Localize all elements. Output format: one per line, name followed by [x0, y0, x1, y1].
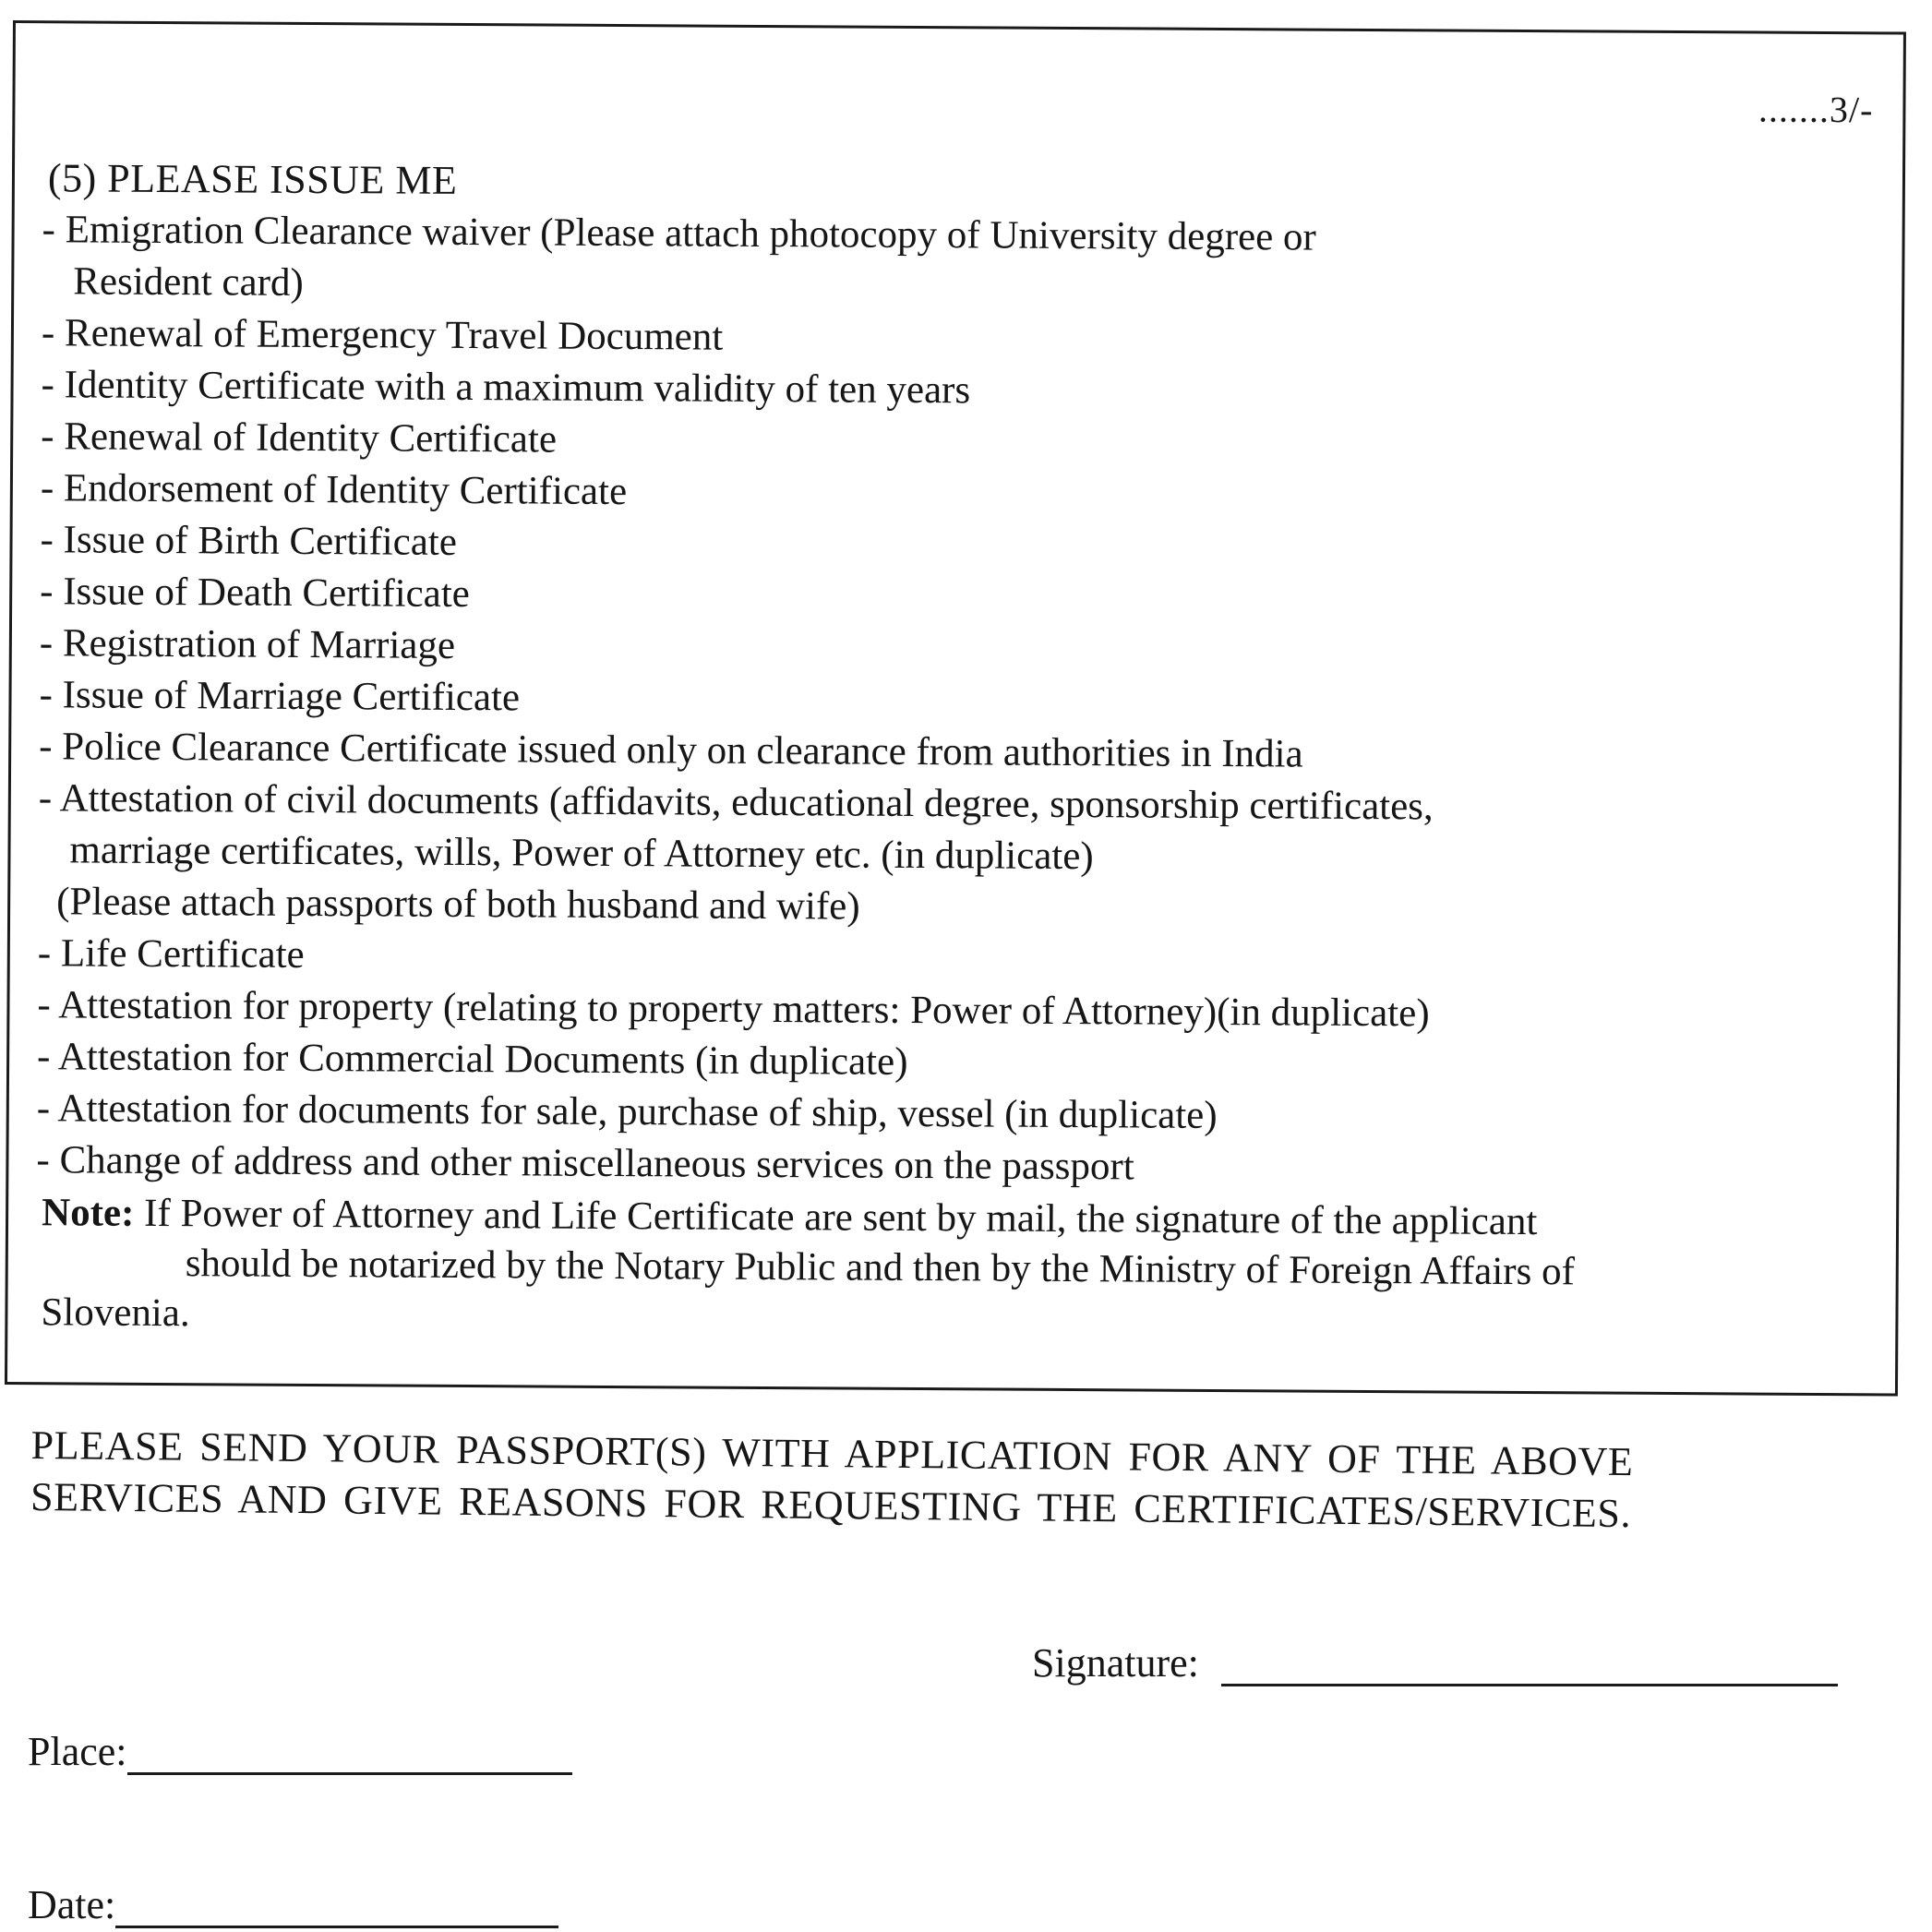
services-box	[5, 20, 1906, 1397]
note-line-1: If Power of Attorney and Life Certificate are sent by mail, the signature of the applicant	[143, 1191, 1538, 1244]
passport-notice	[30, 1420, 1878, 1542]
place-line[interactable]	[127, 1735, 572, 1775]
service-item-emigration-clearance: - Emigration Clearance waiver (Please attach photocopy of University degree or Resident card)	[42, 208, 1316, 305]
section-heading: (5) PLEASE ISSUE ME	[47, 155, 458, 203]
notice-line-1: PLEASE SEND YOUR PASSPORT(S) WITH APPLICATION FOR ANY OF THE ABOVE	[30, 1422, 1634, 1485]
service-item-life-certificate: - Life Certificate	[37, 931, 305, 977]
service-item-renewal-identity-certificate: - Renewal of Identity Certificate	[41, 414, 558, 462]
note-paragraph	[41, 1188, 1888, 1349]
service-item-change-of-address: - Change of address and other miscellaneous services on the passport	[36, 1138, 1134, 1189]
service-item-birth-certificate: - Issue of Birth Certificate	[40, 518, 458, 564]
service-item-registration-of-marriage: - Registration of Marriage	[39, 621, 456, 667]
place-field[interactable]	[28, 1728, 572, 1775]
date-label: Date:	[28, 1882, 116, 1927]
signature-field[interactable]	[1032, 1639, 1838, 1686]
note-label: Note:	[41, 1191, 135, 1235]
date-field[interactable]	[28, 1881, 558, 1928]
place-label: Place:	[28, 1729, 127, 1774]
page-continuation-marker: .......3/-	[1758, 88, 1874, 131]
service-list	[36, 204, 1888, 1197]
note-line-3: Slovenia.	[41, 1290, 190, 1336]
notice-line-2: SERVICES AND GIVE REASONS FOR REQUESTING THE CERTIFICATES/SERVICES.	[30, 1473, 1632, 1537]
service-item-attestation-commercial: - Attestation for Commercial Documents (in duplicate)	[36, 1035, 908, 1084]
service-item-identity-certificate: - Identity Certificate with a maximum validity of ten years	[41, 363, 971, 413]
service-item-marriage-certificate: - Issue of Marriage Certificate	[39, 673, 521, 720]
signature-line[interactable]	[1221, 1647, 1838, 1686]
service-item-attestation-ship-vessel: - Attestation for documents for sale, purchase of ship, vessel (in duplicate)	[36, 1086, 1218, 1137]
signature-label: Signature:	[1032, 1640, 1199, 1686]
service-item-attestation-civil-documents: - Attestation of civil documents (affidavits, educational degree, sponsorship certificates, marriage certificates, wills, Power of Attorney etc. (in duplicate) (Please attach passports of both husband and wife)	[38, 776, 1434, 929]
service-item-attestation-property: - Attestation for property (relating to property matters: Power of Attorney)(in duplicate)	[37, 983, 1430, 1036]
service-item-renewal-emergency-travel: - Renewal of Emergency Travel Document	[41, 311, 724, 359]
service-item-endorsement-identity-certificate: - Endorsement of Identity Certificate	[40, 466, 628, 514]
note-line-2: should be notarized by the Notary Public and then by the Ministry of Foreign Affairs of	[185, 1242, 1576, 1294]
service-item-death-certificate: - Issue of Death Certificate	[40, 570, 470, 617]
service-item-police-clearance: - Police Clearance Certificate issued only on clearance from authorities in India	[39, 725, 1303, 776]
date-line[interactable]	[115, 1889, 558, 1928]
